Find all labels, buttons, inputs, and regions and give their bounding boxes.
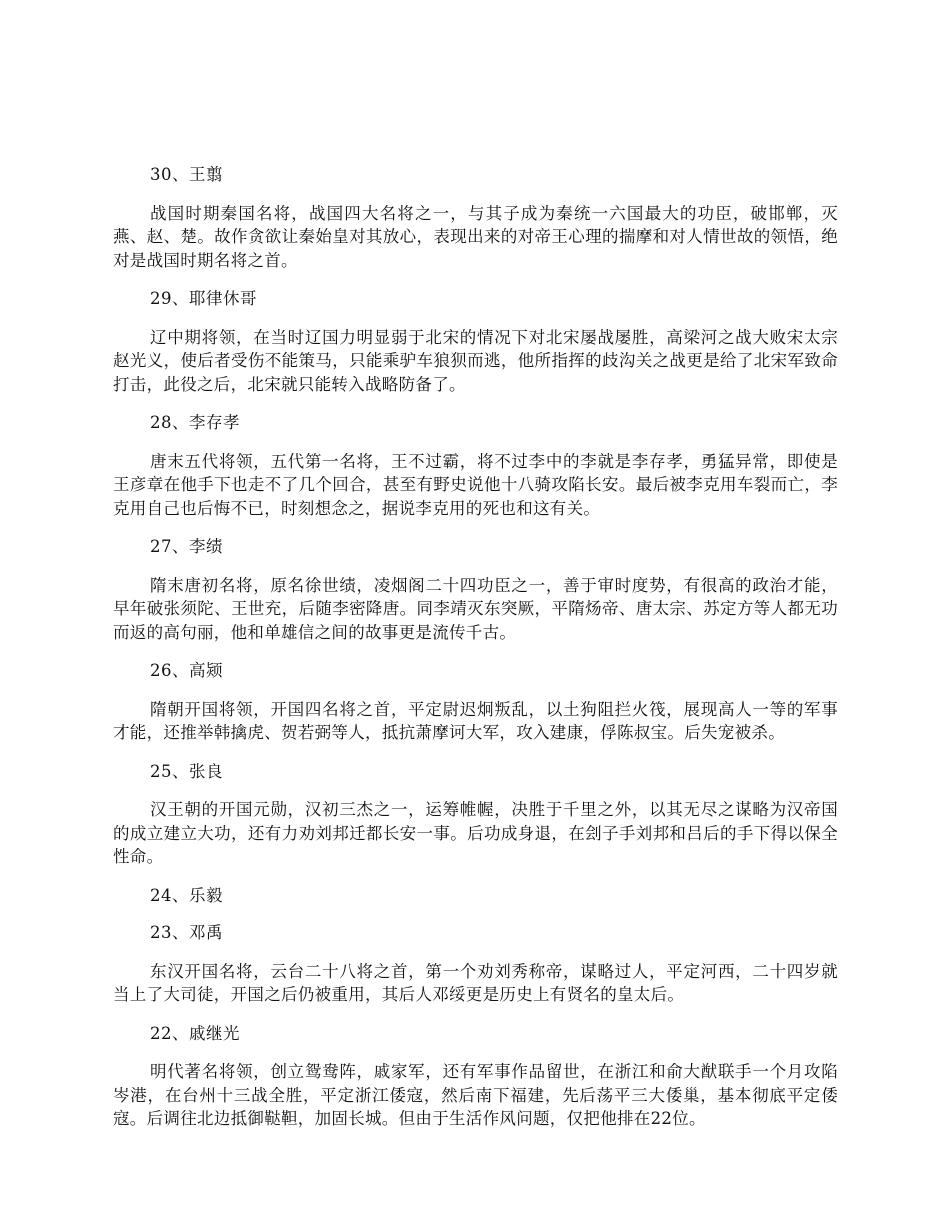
entry-heading: 29、耶律休哥 (150, 289, 257, 308)
entry-paragraph: 隋朝开国将领，开国四名将之首，平定尉迟炯叛乱，以土狗阻拦火筏，展现高人一等的军事才能，还推举韩擒虎、贺若弼等人，抵抗萧摩诃大军，攻入建康，俘陈叔宝。后失宠被杀。 (113, 699, 838, 742)
entry-paragraph: 唐末五代将领，五代第一名将，王不过霸，将不过李中的李就是李存孝，勇猛异常，即使是王彦章在他手下也走不了几个回合，甚至有野史说他十八骑攻陷长安。最后被李克用车裂而亡，李克用自己也后悔不已，时刻想念之，据说李克用的死也和这有关。 (113, 451, 838, 518)
entry-heading: 23、邓禹 (150, 923, 223, 942)
entry-paragraph: 汉王朝的开国元勋，汉初三杰之一，运筹帷幄，决胜于千里之外，以其无尽之谋略为汉帝国的成立建立大功，还有力劝刘邦迁都长安一事。后功成身退，在刽子手刘邦和吕后的手下得以保全性命。 (113, 800, 838, 866)
entry-paragraph: 明代著名将领，创立鸳鸯阵，戚家军，还有军事作品留世，在浙江和俞大猷联手一个月攻陷岑港，在台州十三战全胜，平定浙江倭寇，然后南下福建，先后荡平三大倭巢，基本彻底平定倭寇。后调往北边抵御鞑靼，加固长城。但由于生活作风问题，仅把他排在22位。 (113, 1062, 838, 1128)
entry-heading: 30、王翦 (150, 165, 223, 184)
entry-paragraph: 战国时期秦国名将，战国四大名将之一，与其子成为秦统一六国最大的功臣，破邯郸，灭燕、赵、楚。故作贪欲让秦始皇对其放心，表现出来的对帝王心理的揣摩和对人情世故的领悟，绝对是战国时期名将之首。 (113, 203, 838, 270)
entry-heading: 26、高颎 (150, 661, 223, 680)
entry-paragraph: 隋末唐初名将，原名徐世绩，凌烟阁二十四功臣之一，善于审时度势，有很高的政治才能，早年破张须陀、王世充，后随李密降唐。同李靖灭东突厥，平隋炀帝、唐太宗、苏定方等人都无功而返的高句丽，他和单雄信之间的故事更是流传千古。 (113, 575, 838, 642)
entry-heading: 25、张良 (150, 761, 223, 781)
entry-paragraph: 辽中期将领，在当时辽国力明显弱于北宋的情况下对北宋屡战屡胜，高梁河之战大败宋太宗赵光义，使后者受伤不能策马，只能乘驴车狼狈而逃，他所指挥的歧沟关之战更是给了北宋军致命打击，此役之后，北宋就只能转入战略防备了。 (113, 327, 838, 394)
entry-paragraph: 东汉开国名将，云台二十八将之首，第一个劝刘秀称帝，谋略过人，平定河西，二十四岁就当上了大司徒，开国之后仍被重用，其后人邓绥更是历史上有贤名的皇太后。 (113, 961, 838, 1004)
article-body (113, 156, 838, 1139)
entry-heading: 24、乐毅 (150, 885, 223, 905)
entry-heading: 22、戚继光 (150, 1023, 240, 1043)
entry-heading: 27、李绩 (150, 537, 223, 556)
entry-heading: 28、李存孝 (150, 413, 240, 432)
